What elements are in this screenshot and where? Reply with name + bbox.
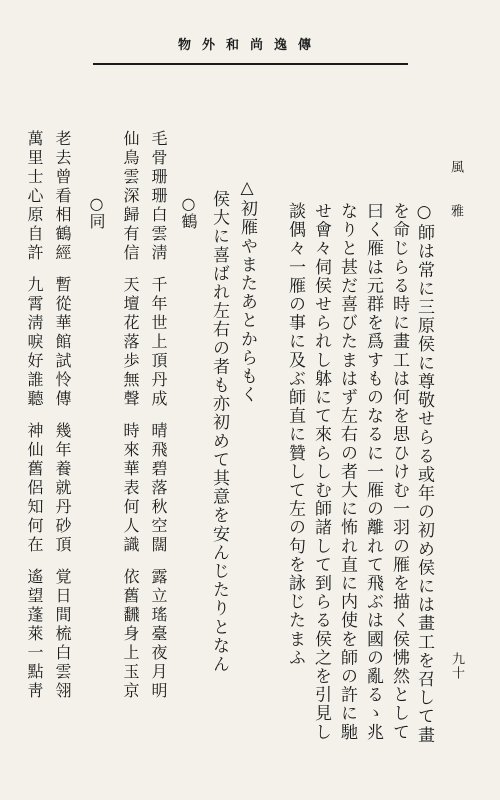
header-rule [93,63,408,65]
poem-line: 千年世上頂丹成 [149,276,168,409]
poem-line: 毛骨珊珊白雲淸 [149,130,168,263]
prose-column: 侯大に喜ばれ左右の者も亦初めて其意を安んじたりとなん [209,190,229,674]
prose-column: を命じらる時に畫工は何を思ひけむ一羽の雁を描く侯怫然として [389,202,409,742]
poem-line: 幾年養就丹砂頂 [53,422,72,555]
poem-line: 遙望蓬萊一點靑 [25,568,44,701]
poem-line: 天壇花落歩無聲 [121,276,140,409]
poem-line: 露立瑤臺夜月明 [149,568,168,701]
running-title: 物外和尚逸傳 [177,38,322,53]
poem-line: 時來華表何人識 [121,422,140,555]
poem-line: 依舊飜身上玉京 [121,568,140,701]
poem-line: 老去曾看相鶴經 [53,130,72,263]
poem-line: 萬里士心原自許 [25,130,44,263]
poem-heading: ○鶴 [179,194,198,229]
poem-line: 晴飛碧落秋空闊 [149,422,168,555]
prose-column: せ會々伺侯せられし躰にて來らしむ師諸して到らる侯之を引見し [311,202,331,742]
page-number: 九十 [449,652,464,680]
haiku-column: △初雁やまたあとからもく [237,178,257,405]
poem-line: 覚日間梳白雲翎 [53,568,72,701]
poem-line: 仙鳥雲深歸有信 [121,130,140,263]
prose-column: 談偶々一雁の事に及ぶ師直に贊して左の句を詠じたまふ [285,202,305,667]
section-label: 風 雅 [448,160,463,225]
prose-column: ○師は常に三原侯に尊敬せらる或年の初め侯には畫工を召して畫 [414,202,434,745]
poem-line: 暫從華館試怜傳 [53,276,72,409]
prose-column: なりと甚だ喜びたまはず左右の者大に怖れ直に内使を師の許に馳 [337,202,357,742]
prose-column: 曰く雁は元群を爲すものなるに一雁の離れて飛ぶは國の亂るゝ兆 [363,202,383,742]
poem-line: 神仙舊侶知何在 [25,422,44,555]
poem-line: 九霄淸唳好誰聽 [25,276,44,409]
poem-heading: ○同 [87,194,106,229]
